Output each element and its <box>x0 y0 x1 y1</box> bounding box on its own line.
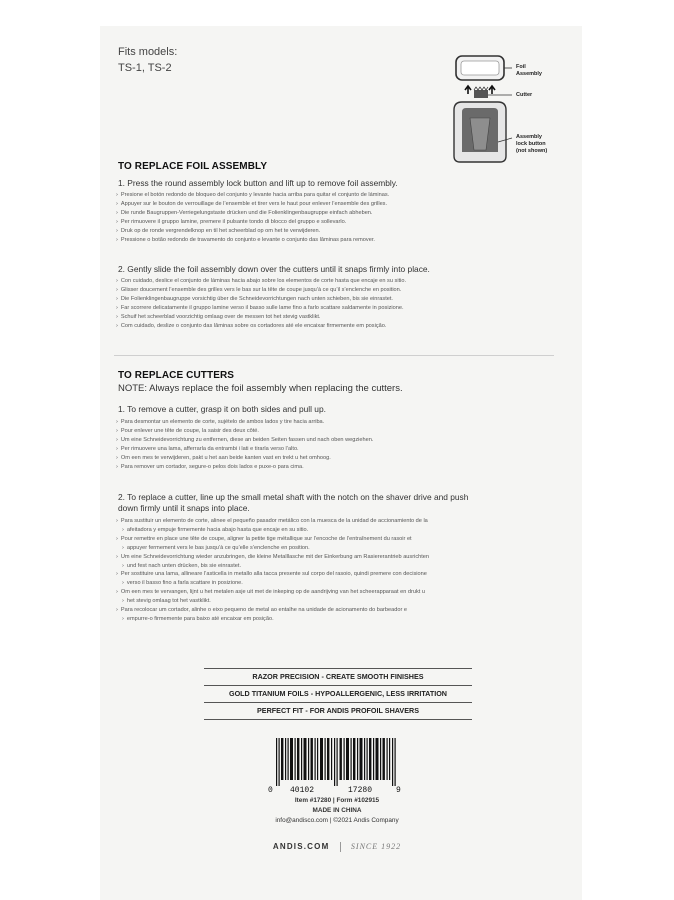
translation-item: › Para sustituir un elemento de corte, alinee el pequeño pasador metálico con la muesca de la unidad de accionamiento de la <box>116 517 556 526</box>
translation-item: › Appuyer sur le bouton de verrouillage de l’ensemble et tirer vers le haut pour enlever l’ensemble des grilles. <box>116 200 556 209</box>
translation-item: › Pour remettre en place une tête de coupe, aligner la petite tige métallique sur l’encoche de l’entraînement du rasoir et <box>116 535 556 544</box>
item-form-number: Item #17280 | Form #102915 <box>294 797 380 804</box>
cutter-step-2-line1: 2. To replace a cutter, line up the small metal shaft with the notch on the shaver drive and push <box>118 492 469 502</box>
cutter-step-1: 1. To remove a cutter, grasp it on both sides and pull up. <box>118 404 326 414</box>
fits-model-list: TS-1, TS-2 <box>118 62 172 74</box>
since-text: SINCE 1922 <box>350 842 402 852</box>
fits-heading: Fits models: <box>118 46 178 58</box>
translation-item: › Um eine Schneidevorrichtung zu entfernen, diese an beiden Seiten fassen und nach oben wegziehen. <box>116 436 556 445</box>
lock-label-line3: (not shown) <box>516 148 548 154</box>
translation-item <box>116 579 556 588</box>
translation-item: › Die Folienklingenbaugruppe vorsichtig über die Schneidevorrichtungen nach unten schieben, bis sie einrastet. <box>116 295 556 304</box>
foil-label-line2: Assembly <box>516 71 542 77</box>
translation-continuation: appuyer fermement vers le bas jusqu’à ce qu’elle s’enclenche en position. <box>126 544 310 551</box>
foil-step-1: 1. Press the round assembly lock button and lift up to remove foil assembly. <box>118 178 398 188</box>
origin-text: MADE IN CHINA <box>312 806 362 814</box>
translation-item: › Para desmontar un elemento de corte, sujételo de ambos lados y tire hacia arriba. <box>116 418 556 427</box>
foil-section-title: TO REPLACE FOIL ASSEMBLY <box>118 161 268 172</box>
translation-item: › Schuif het scheerblad voorzichtig omlaag over de messen tot het stevig vastklikt. <box>116 313 556 322</box>
translation-item: › Om een mes te verwijderen, pakt u het aan beide kanten vast en trekt u het omhoog. <box>116 454 556 463</box>
lock-label-line2: lock button <box>516 141 546 147</box>
translation-item: › Con cuidado, deslice el conjunto de láminas hacia abajo sobre los elementos de corte hasta que encaje en su sitio. <box>116 277 556 286</box>
translation-item <box>116 544 556 553</box>
foil-step-1-translations <box>116 191 556 244</box>
footer-separator <box>340 842 341 852</box>
lock-button-label <box>516 134 547 155</box>
translation-item: › Druk op de ronde vergrendelknop en til het scheerblad op om het te verwijderen. <box>116 227 556 236</box>
translation-item <box>116 615 556 624</box>
barcode-bars <box>274 738 400 786</box>
translation-continuation: afeitadora y empuje firmemente hacia abajo hasta que encaje en su sitio. <box>126 526 309 533</box>
claim-line: RAZOR PRECISION - CREATE SMOOTH FINISHES <box>252 672 424 681</box>
translation-item: › Per sostituire una lama, allineare l’asticella in metallo alla tacca presente sul corpo del rasoio, quindi premere con decisione <box>116 570 556 579</box>
translation-item: › Far scorrere delicatamente il gruppo lamine verso il basso sulle lame fino a farlo scattare saldamente in posizione. <box>116 304 556 313</box>
translation-item: › Pour enlever une tête de coupe, la saisir des deux côté. <box>116 427 556 436</box>
foil-label-line1: Foil <box>516 64 526 70</box>
translation-item: › Para recolocar um cortador, alinhe o eixo pequeno de metal ao entalhe na unidade de acionamento do barbeador e <box>116 606 556 615</box>
translation-item: › Com cuidado, deslize o conjunto das lâminas sobre os cortadores até ele encaixar firmemente em posição. <box>116 322 556 331</box>
translation-item: › Per rimuovere il gruppo lamine, premere il pulsante tondo di blocco del gruppo e sollevarlo. <box>116 218 556 227</box>
claim-line: GOLD TITANIUM FOILS - HYPOALLERGENIC, LESS IRRITATION <box>228 689 447 698</box>
translation-item <box>116 526 556 535</box>
cutter-note: NOTE: Always replace the foil assembly when replacing the cutters. <box>118 383 403 394</box>
barcode-digit-last: 9 <box>396 786 401 795</box>
lock-label-line1: Assembly <box>516 134 542 140</box>
translation-continuation: verso il basso fino a farla scattare in posizione. <box>126 580 243 587</box>
cutter-section-title: TO REPLACE CUTTERS <box>118 370 235 381</box>
foil-assembly-label <box>516 64 542 78</box>
translation-item: › Per rimuovere una lama, afferrarla da entrambi i lati e tirarla verso l’alto. <box>116 445 556 454</box>
translation-item <box>116 562 556 571</box>
fits-models <box>118 44 177 76</box>
translation-item: › Pressione o botão redondo de travamento do conjunto e levante o conjunto das lâminas para remover. <box>116 236 556 245</box>
translation-item: › Um eine Schneidevorrichtung wieder anzubringen, die kleine Metalllasche mit der Einkerbung am Rasiererantrieb ausrichten <box>116 553 556 562</box>
cutter-step-1-translations <box>116 418 556 471</box>
brand-website: ANDIS.COM <box>272 842 330 852</box>
claim-line: PERFECT FIT - FOR ANDIS PROFOIL SHAVERS <box>257 706 419 715</box>
translation-continuation: und fest nach unten drücken, bis sie einrastet. <box>126 562 241 569</box>
translation-item: › Om een mes te vervangen, lijnt u het metalen asje uit met de inkeping op de aandrijving van het scheerapparaat en drukt u <box>116 588 556 597</box>
footer <box>200 842 474 852</box>
cutter-step-2-translations <box>116 517 556 624</box>
barcode-digits-left: 40102 <box>290 786 315 795</box>
translation-continuation: het stevig omlaag tot het vastklikt. <box>126 598 211 605</box>
foil-step-2-translations <box>116 277 556 330</box>
cutter-step-2-line2: down firmly until it snaps into place. <box>118 503 250 513</box>
translation-item: › Glisser doucement l’ensemble des grilles vers le bas sur la tête de coupe jusqu’à ce qu’il s’enclenche en position. <box>116 286 556 295</box>
foil-assembly-diagram <box>440 52 570 164</box>
cutter-label: Cutter <box>516 92 533 98</box>
upc-barcode <box>268 738 402 800</box>
foil-step-2: 2. Gently slide the foil assembly down over the cutters until it snaps firmly into place. <box>118 264 430 274</box>
translation-continuation: empurre-o firmemente para baixo até encaixar em posição. <box>126 615 274 622</box>
translation-item: › Die runde Baugruppen-Verriegelungstaste drücken und die Folienklingenbaugruppe einfach abheben. <box>116 209 556 218</box>
contact-copyright: info@andisco.com | ©2021 Andis Company <box>275 816 399 824</box>
product-claims <box>204 668 472 720</box>
barcode-digit-first: 0 <box>268 786 273 795</box>
claims-rule-bottom <box>204 719 472 720</box>
translation-item <box>116 597 556 606</box>
translation-item: › Para remover um cortador, segure-o pelos dois lados e puxe-o para cima. <box>116 463 556 472</box>
cutter-step-2 <box>118 492 558 514</box>
section-divider <box>114 355 554 356</box>
item-info <box>200 796 474 825</box>
shaver-illustration <box>440 52 570 164</box>
barcode-digits-right: 17280 <box>348 786 373 795</box>
translation-item: › Presione el botón redondo de bloqueo del conjunto y levante hacia arriba para quitar el conjunto de láminas. <box>116 191 556 200</box>
